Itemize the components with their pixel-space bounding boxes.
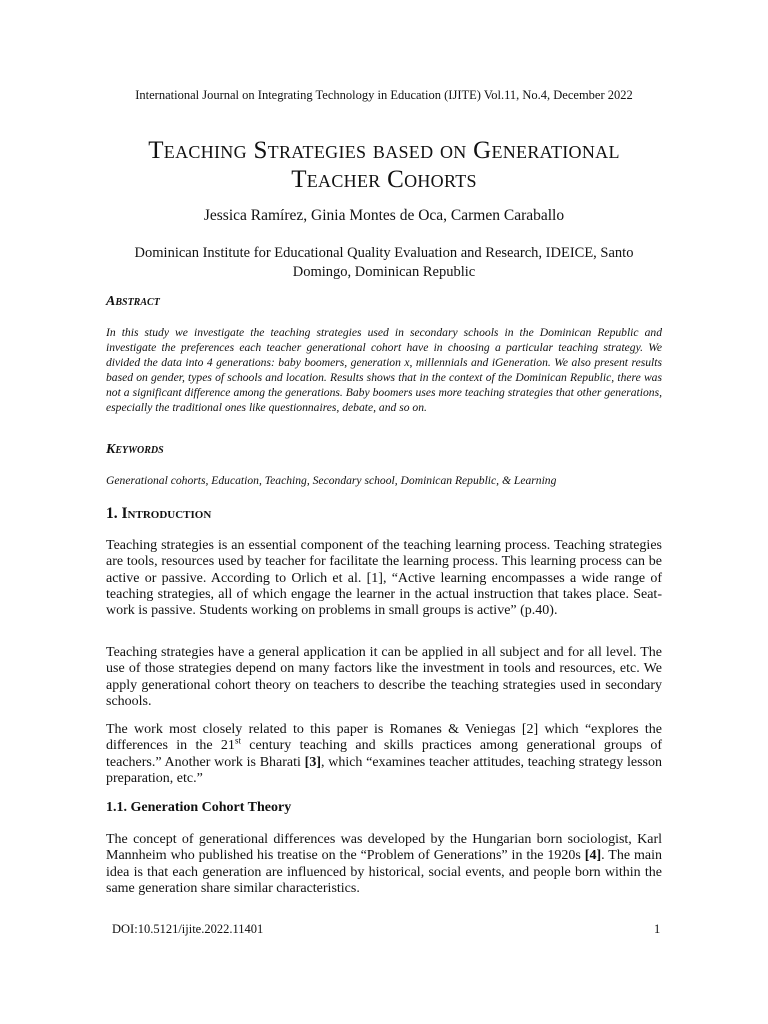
- intro-heading: 1. Introduction: [106, 505, 212, 522]
- subsection-heading: 1.1. Generation Cohort Theory: [106, 800, 292, 815]
- ordinal-superscript: st: [234, 735, 241, 746]
- paper-title: [60, 136, 708, 194]
- intro-paragraph-3-part-c: , which “examines teacher attitudes, teaching strategy lesson preparation, etc.”: [106, 754, 662, 786]
- citation-ref-4: [4]: [584, 848, 602, 864]
- abstract-heading: Abstract: [106, 294, 160, 309]
- citation-ref-3: [3]: [304, 754, 321, 770]
- intro-paragraph-3: [106, 722, 662, 787]
- subsection-paragraph-part-a: The concept of generational differences was developed by the Hungarian born sociologist, Karl Mannheim who published his treatise on the “Problem of Generations” in the 1920s: [106, 832, 662, 864]
- author-list: Jessica Ramírez, Ginia Montes de Oca, Carmen Caraballo: [203, 207, 565, 224]
- affiliation-line-1: Dominican Institute for Educational Quality Evaluation and Research, IDEICE, Santo: [134, 245, 634, 261]
- subsection-paragraph-part-b: . The main idea is that each generation are influenced by historical, social events, and people born within the same generation share similar characteristics.: [106, 848, 662, 896]
- running-head: International Journal on Integrating Technology in Education (IJITE) Vol.11, No.4, December 2022: [135, 88, 633, 102]
- keywords-body: Generational cohorts, Education, Teaching, Secondary school, Dominican Republic, & Learning: [106, 474, 557, 487]
- intro-paragraph-2: Teaching strategies have a general application it can be applied in all subject and for all level. The use of those strategies depend on many factors like the investment in tools and resources, etc. We apply generational cohort theory on teachers to describe the teaching strategies used in secondary schools.: [106, 645, 662, 709]
- intro-paragraph-3-part-a: The work most closely related to this paper is Romanes & Veniegas [2] which “explores the differences in the 21: [106, 722, 662, 754]
- affiliation-line-2: Domingo, Dominican Republic: [292, 264, 476, 280]
- page-number: 1: [654, 922, 661, 936]
- title-line-1: Teaching Strategies based on Generational: [148, 137, 620, 164]
- subsection-paragraph-1: [106, 832, 662, 897]
- keywords-heading: Keywords: [106, 442, 164, 457]
- affiliation: [100, 244, 668, 282]
- abstract-body: In this study we investigate the teaching strategies used in secondary schools in the Dominican Republic and investigate the preferences each teacher generational cohort have in choosing a particular teaching strategy. We divided the data into 4 generations: baby boomers, generation x, millennials and iGeneration. We also present results based on gender, types of schools and location. Results shows that in the context of the Dominican Republic, there was not a significant difference among the generations. Baby boomers uses more teaching strategies that other generations, especially the traditional ones like questionnaires, debate, and so on.: [106, 326, 662, 414]
- intro-paragraph-3-part-b: century teaching and skills practices among generational groups of teachers.” Another work is Bharati: [106, 738, 662, 770]
- footer-doi: DOI:10.5121/ijite.2022.11401: [112, 922, 264, 936]
- intro-paragraph-1: Teaching strategies is an essential component of the teaching learning process. Teaching strategies are tools, resources used by teacher for facilitate the learning process. This learning process can be active or passive. According to Orlich et al. [1], “Active learning encompasses a wide range of teaching strategies, all of which engage the learner in the actual instruction that takes place. Seat-work is passive. Students working on problems in small groups is active” (p.40).: [106, 538, 662, 619]
- title-line-2: Teacher Cohorts: [291, 166, 477, 193]
